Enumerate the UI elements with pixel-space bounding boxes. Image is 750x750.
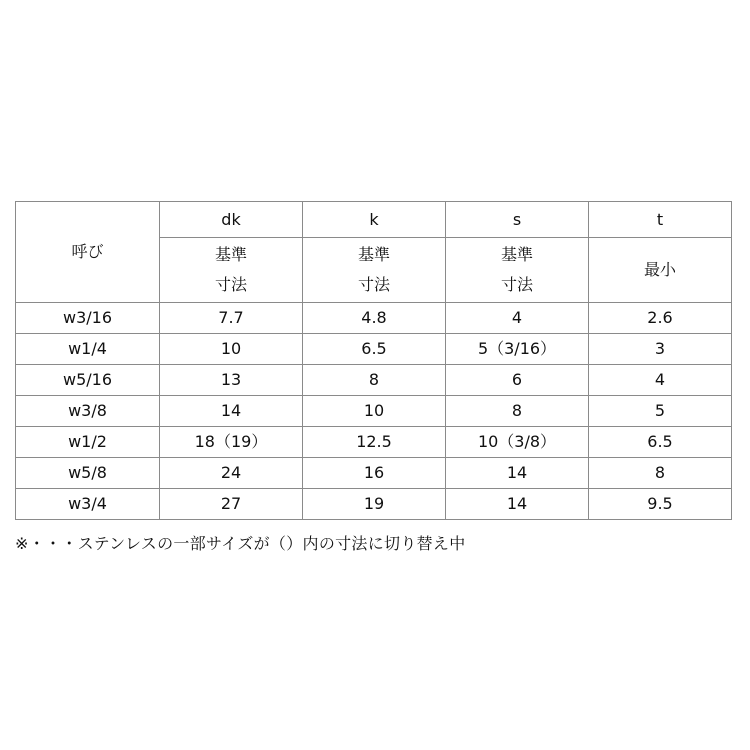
cell-k: 16 [303, 458, 446, 489]
table-row [16, 489, 732, 520]
cell-nominal: w3/4 [16, 489, 160, 520]
cell-s: 5（3/16） [446, 334, 589, 365]
subheader-dk-line1: 基準 [214, 245, 247, 264]
cell-s: 14 [446, 458, 589, 489]
table-row [16, 427, 732, 458]
cell-k: 6.5 [303, 334, 446, 365]
cell-s: 4 [446, 303, 589, 334]
cell-nominal: w1/4 [16, 334, 160, 365]
header-dk: dk [160, 202, 303, 238]
cell-t: 4 [589, 365, 732, 396]
cell-k: 10 [303, 396, 446, 427]
table-row [16, 365, 732, 396]
table-row [16, 334, 732, 365]
subheader-dk-line2: 寸法 [214, 275, 247, 294]
cell-dk: 18（19） [160, 427, 303, 458]
cell-t: 6.5 [589, 427, 732, 458]
table-row [16, 458, 732, 489]
table-row [16, 396, 732, 427]
cell-nominal: w5/8 [16, 458, 160, 489]
subheader-t: 最小 [589, 238, 732, 303]
cell-dk: 10 [160, 334, 303, 365]
cell-k: 19 [303, 489, 446, 520]
subheader-k [303, 238, 446, 303]
header-k: k [303, 202, 446, 238]
cell-k: 4.8 [303, 303, 446, 334]
cell-dk: 27 [160, 489, 303, 520]
cell-nominal: w1/2 [16, 427, 160, 458]
cell-s: 6 [446, 365, 589, 396]
cell-nominal: w3/8 [16, 396, 160, 427]
dimension-table [15, 201, 732, 520]
cell-s: 10（3/8） [446, 427, 589, 458]
cell-nominal: w5/16 [16, 365, 160, 396]
cell-nominal: w3/16 [16, 303, 160, 334]
nominal-size-header: 呼び [16, 202, 160, 303]
header-s: s [446, 202, 589, 238]
cell-t: 3 [589, 334, 732, 365]
cell-dk: 14 [160, 396, 303, 427]
cell-t: 5 [589, 396, 732, 427]
subheader-dk [160, 238, 303, 303]
cell-dk: 13 [160, 365, 303, 396]
footnote: ※・・・ステンレスの一部サイズが（）内の寸法に切り替え中 [15, 534, 466, 553]
header-t: t [589, 202, 732, 238]
table-row [16, 303, 732, 334]
cell-k: 8 [303, 365, 446, 396]
header-row-symbols [16, 202, 732, 238]
cell-s: 8 [446, 396, 589, 427]
cell-t: 2.6 [589, 303, 732, 334]
subheader-k-line2: 寸法 [357, 275, 390, 294]
cell-k: 12.5 [303, 427, 446, 458]
cell-t: 9.5 [589, 489, 732, 520]
subheader-k-line1: 基準 [357, 245, 390, 264]
subheader-s-line1: 基準 [500, 245, 533, 264]
cell-dk: 24 [160, 458, 303, 489]
subheader-s-line2: 寸法 [500, 275, 533, 294]
subheader-s [446, 238, 589, 303]
cell-t: 8 [589, 458, 732, 489]
cell-s: 14 [446, 489, 589, 520]
cell-dk: 7.7 [160, 303, 303, 334]
